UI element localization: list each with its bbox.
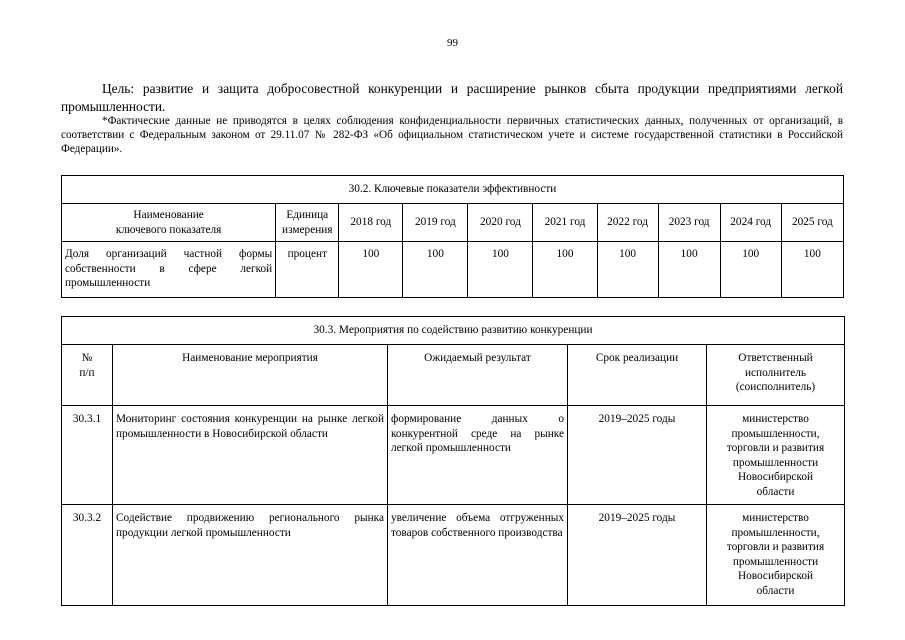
measure-number: 30.3.2 [62,505,113,606]
kpi-header-year: 2022 год [597,204,658,242]
kpi-header-year: 2018 год [339,204,403,242]
measures-header-responsible: Ответственный исполнитель (соисполнитель) [707,345,845,406]
kpi-table-row [62,242,844,298]
kpi-year-value: 100 [468,242,533,298]
measure-name: Содействие продвижению регионального рынка продукции легкой промышленности [113,505,388,606]
footnote-paragraph: *Фактические данные не приводятся в целях соблюдения конфиденциальности первичных статистических данных, полученных от организаций, в соответствии с Федеральным законом от 29.11.07 № 282-ФЗ «Об официальном статистическом учете и системе государственной статистики в Российской Федерации». [61,115,843,155]
measures-header-term: Срок реализации [568,345,707,406]
measure-result: увеличение объема отгруженных товаров собственного производства [388,505,568,606]
kpi-header-year: 2019 год [403,204,468,242]
measures-header-name: Наименование мероприятия [113,345,388,406]
kpi-header-year: 2024 год [720,204,781,242]
measure-responsible: министерство промышленности, торговли и развития промышленности Новосибирской области [707,406,845,505]
kpi-indicator-name: Доля организаций частной формы собственности в сфере легкой промышленности [62,242,276,298]
kpi-year-value: 100 [781,242,843,298]
measures-header-num: № п/п [62,345,113,406]
kpi-header-name: Наименование ключевого показателя [62,204,276,242]
measure-number: 30.3.1 [62,406,113,505]
measure-responsible: министерство промышленности, торговли и развития промышленности Новосибирской области [707,505,845,606]
measure-result: формирование данных о конкурентной среде на рынке легкой промышленности [388,406,568,505]
kpi-year-value: 100 [533,242,597,298]
measure-term: 2019–2025 годы [568,406,707,505]
kpi-year-value: 100 [720,242,781,298]
kpi-header-year: 2023 год [658,204,720,242]
kpi-unit-value: процент [276,242,339,298]
kpi-table [61,175,844,298]
kpi-year-value: 100 [339,242,403,298]
measures-header-result: Ожидаемый результат [388,345,568,406]
measure-name: Мониторинг состояния конкуренции на рынке легкой промышленности в Новосибирской области [113,406,388,505]
goal-paragraph: Цель: развитие и защита добросовестной конкуренции и расширение рынков сбыта продукции предприятиями легкой промышленности. [61,81,843,114]
kpi-year-value: 100 [597,242,658,298]
table-row [62,406,845,505]
kpi-header-year: 2020 год [468,204,533,242]
kpi-year-value: 100 [658,242,720,298]
measures-table-caption: 30.3. Мероприятия по содействию развитию конкуренции [62,317,845,345]
kpi-year-value: 100 [403,242,468,298]
kpi-header-year: 2021 год [533,204,597,242]
page-number: 99 [447,37,458,49]
measures-table [61,316,845,606]
kpi-header-year: 2025 год [781,204,843,242]
kpi-table-caption: 30.2. Ключевые показатели эффективности [62,176,844,204]
table-row [62,505,845,606]
kpi-header-unit: Единица измерения [276,204,339,242]
measure-term: 2019–2025 годы [568,505,707,606]
